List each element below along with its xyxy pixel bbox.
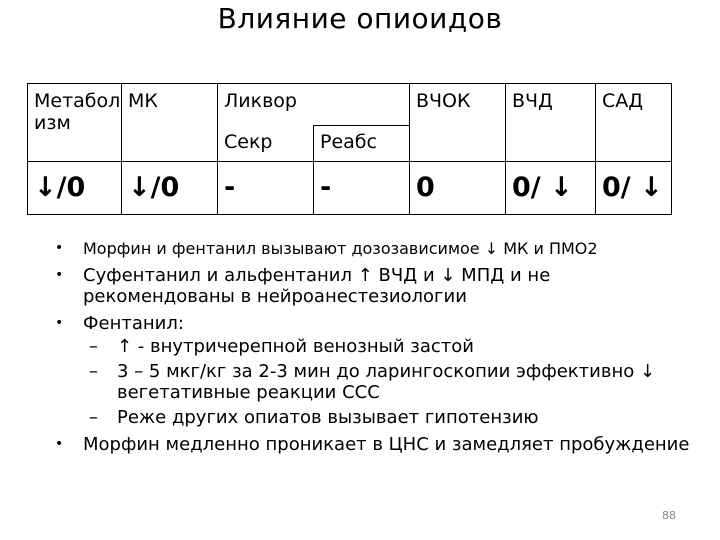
sub-item-text: ↑ - внутричерепной венозный застой bbox=[117, 336, 474, 357]
header-mk: МК bbox=[122, 84, 218, 162]
page-title: Влияние опиоидов bbox=[217, 2, 503, 35]
header-liquor-secretion: Секр bbox=[218, 126, 314, 162]
bullet-icon: • bbox=[55, 315, 64, 331]
bullet-text: Морфин и фентанил вызывают дозозависимое ↓ МК и ПМО2 bbox=[83, 239, 598, 258]
bullet-text: Фентанил: bbox=[83, 313, 184, 334]
sub-item-text: Реже других опиатов вызывает гипотензию bbox=[117, 407, 539, 428]
opioid-effects-table bbox=[27, 83, 672, 215]
bullet-list bbox=[55, 238, 705, 461]
page-number: 88 bbox=[662, 509, 676, 522]
dash-icon: – bbox=[89, 361, 98, 382]
sub-list bbox=[83, 336, 705, 428]
sub-list-item bbox=[83, 336, 705, 357]
list-item bbox=[55, 265, 705, 307]
value-mk: ↓/0 bbox=[122, 162, 218, 215]
value-liquor-secretion: - bbox=[218, 162, 314, 215]
bullet-text: Морфин медленно проникает в ЦНС и замедляет пробуждение bbox=[83, 434, 690, 455]
header-metabolism: Метабол изм bbox=[28, 84, 122, 162]
value-metabolism: ↓/0 bbox=[28, 162, 122, 215]
value-sad: 0/ ↓ bbox=[596, 162, 672, 215]
bullet-text: Суфентанил и альфентанил ↑ ВЧД и ↓ МПД и не рекомендованы в нейроанестезиологии bbox=[83, 265, 551, 307]
header-vchd: ВЧД bbox=[506, 84, 596, 162]
bullet-icon: • bbox=[55, 436, 64, 452]
header-liquor-reabsorption: Реабс bbox=[314, 126, 410, 162]
value-liquor-reabsorption: - bbox=[314, 162, 410, 215]
value-vchd: 0/ ↓ bbox=[506, 162, 596, 215]
list-item bbox=[55, 313, 705, 428]
header-vchok: ВЧОК bbox=[410, 84, 506, 162]
sub-list-item bbox=[83, 407, 705, 428]
dash-icon: – bbox=[89, 336, 98, 357]
table-values-row bbox=[28, 162, 672, 215]
list-item bbox=[55, 238, 705, 259]
bullet-icon: • bbox=[55, 240, 64, 256]
table-header-row bbox=[28, 84, 672, 126]
header-liquor: Ликвор bbox=[218, 84, 410, 126]
value-vchok: 0 bbox=[410, 162, 506, 215]
sub-list-item bbox=[83, 361, 705, 403]
bullet-icon: • bbox=[55, 267, 64, 283]
dash-icon: – bbox=[89, 407, 98, 428]
list-item bbox=[55, 434, 705, 455]
sub-item-text: 3 – 5 мкг/кг за 2-3 мин до ларингоскопии эффективно ↓ вегетативные реакции ССС bbox=[117, 361, 656, 403]
header-sad: САД bbox=[596, 84, 672, 162]
